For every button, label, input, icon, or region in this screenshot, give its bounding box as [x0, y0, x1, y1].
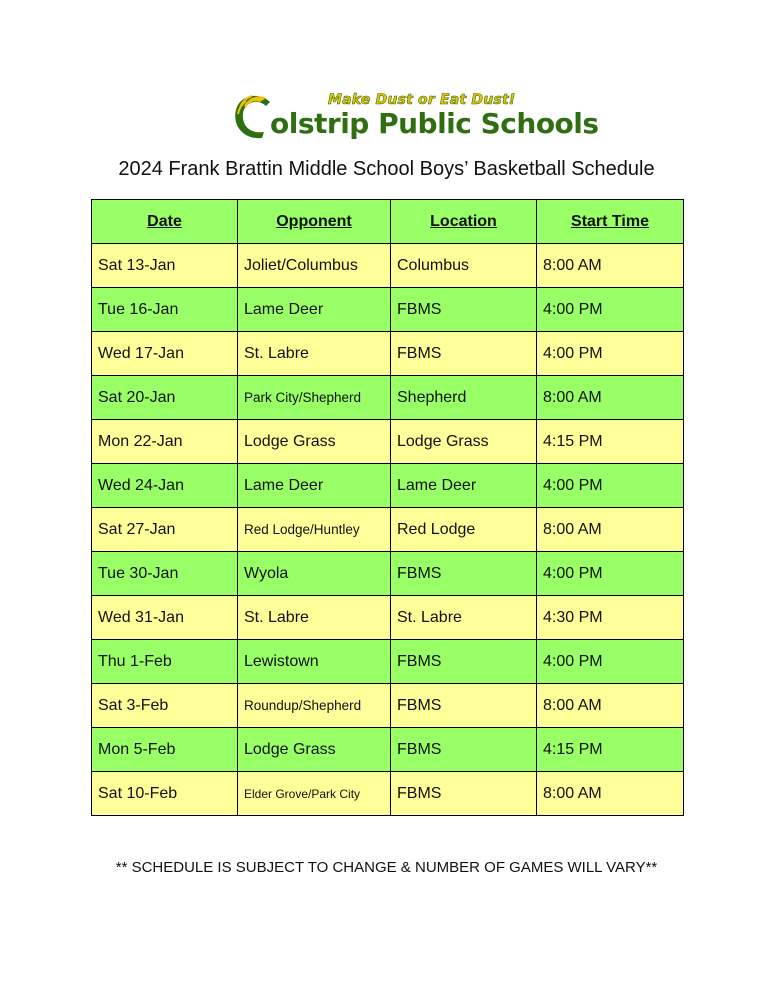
cell-location: FBMS [391, 640, 537, 684]
cell-location: FBMS [391, 684, 537, 728]
logo-tagline: Make Dust or Eat Dust! [328, 92, 516, 108]
cell-date: Thu 1-Feb [92, 640, 238, 684]
cell-date: Mon 22-Jan [92, 420, 238, 464]
table-row [92, 332, 684, 376]
cell-start-time: 4:30 PM [537, 596, 684, 640]
table-row [92, 288, 684, 332]
table-header-row [92, 200, 684, 244]
cell-date: Sat 3-Feb [92, 684, 238, 728]
table-row [92, 728, 684, 772]
table-row [92, 596, 684, 640]
column-header-opponent: Opponent [238, 200, 391, 244]
table-row [92, 640, 684, 684]
cell-opponent: Red Lodge/Huntley [238, 508, 391, 552]
cell-opponent: Lame Deer [238, 288, 391, 332]
cell-location: St. Labre [391, 596, 537, 640]
logo-school-name: olstrip Public Schools [270, 107, 599, 140]
cell-date: Tue 16-Jan [92, 288, 238, 332]
cell-start-time: 8:00 AM [537, 772, 684, 816]
cell-start-time: 4:00 PM [537, 640, 684, 684]
cell-date: Sat 27-Jan [92, 508, 238, 552]
page-title: 2024 Frank Brattin Middle School Boys’ Basketball Schedule [118, 158, 655, 180]
schedule-table [91, 199, 684, 816]
cell-location: Lame Deer [391, 464, 537, 508]
table-row [92, 420, 684, 464]
table-row [92, 552, 684, 596]
cell-start-time: 4:15 PM [537, 728, 684, 772]
cell-opponent: St. Labre [238, 332, 391, 376]
cell-date: Sat 10-Feb [92, 772, 238, 816]
cell-opponent: St. Labre [238, 596, 391, 640]
cell-start-time: 4:00 PM [537, 288, 684, 332]
school-logo [230, 88, 599, 144]
column-header-location: Location [391, 200, 537, 244]
table-row [92, 772, 684, 816]
cell-start-time: 4:00 PM [537, 464, 684, 508]
column-header-start-time: Start Time [537, 200, 684, 244]
cell-location: FBMS [391, 772, 537, 816]
cell-start-time: 4:00 PM [537, 552, 684, 596]
cell-opponent: Lewistown [238, 640, 391, 684]
cell-opponent: Lame Deer [238, 464, 391, 508]
cell-date: Wed 17-Jan [92, 332, 238, 376]
cell-date: Sat 13-Jan [92, 244, 238, 288]
cell-location: FBMS [391, 288, 537, 332]
cell-location: Columbus [391, 244, 537, 288]
cell-opponent: Elder Grove/Park City [238, 772, 391, 816]
cell-start-time: 4:00 PM [537, 332, 684, 376]
cell-opponent: Park City/Shepherd [238, 376, 391, 420]
cell-date: Wed 31-Jan [92, 596, 238, 640]
cell-start-time: 8:00 AM [537, 684, 684, 728]
cell-location: Red Lodge [391, 508, 537, 552]
cell-opponent: Lodge Grass [238, 420, 391, 464]
cell-start-time: 8:00 AM [537, 244, 684, 288]
cell-opponent: Joliet/Columbus [238, 244, 391, 288]
cell-opponent: Wyola [238, 552, 391, 596]
cell-location: Shepherd [391, 376, 537, 420]
cell-date: Mon 5-Feb [92, 728, 238, 772]
cell-location: FBMS [391, 552, 537, 596]
table-row [92, 244, 684, 288]
column-header-date: Date [92, 200, 238, 244]
schedule-disclaimer: ** SCHEDULE IS SUBJECT TO CHANGE & NUMBER OF GAMES WILL VARY** [115, 859, 658, 876]
cell-date: Wed 24-Jan [92, 464, 238, 508]
cell-date: Sat 20-Jan [92, 376, 238, 420]
table-row [92, 464, 684, 508]
table-row [92, 508, 684, 552]
cell-opponent: Roundup/Shepherd [238, 684, 391, 728]
cell-location: Lodge Grass [391, 420, 537, 464]
cell-start-time: 4:15 PM [537, 420, 684, 464]
table-row [92, 684, 684, 728]
cell-start-time: 8:00 AM [537, 508, 684, 552]
cell-location: FBMS [391, 728, 537, 772]
cell-start-time: 8:00 AM [537, 376, 684, 420]
cell-opponent: Lodge Grass [238, 728, 391, 772]
cell-location: FBMS [391, 332, 537, 376]
cell-date: Tue 30-Jan [92, 552, 238, 596]
table-row [92, 376, 684, 420]
